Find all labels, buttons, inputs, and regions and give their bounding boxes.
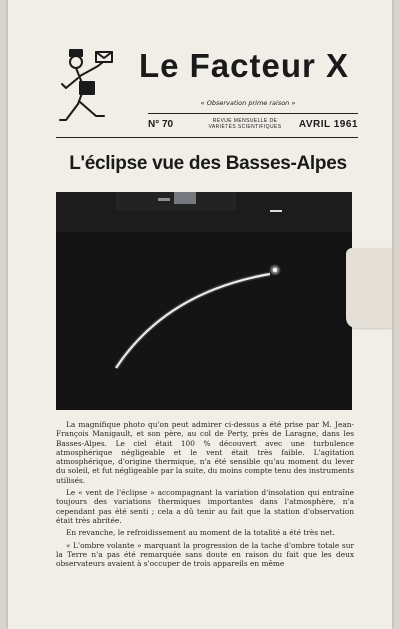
article-paragraph: En revanche, le refroidissement au moment de la totalité a été très net. [66, 528, 335, 538]
article-paragraph: La magnifique photo qu'on peut admirer ci-dessus a été prise par M. Jean-François Manigault, et son père, au col de Perty, près de Laragne, dans les Basses-Alpes. Le ciel était 100 % découvert avec une turbulence atmosphérique négligeable et le vent était très faible. L'agitation atmosphérique, d'origine thermique, n'a été sensible qu'au moment du lever du soleil, et fut négligeable par la suite, du moins compte tenu des instruments utilisés. [56, 420, 354, 485]
article-body [56, 420, 354, 571]
article-paragraph: Le « vent de l'éclipse » accompagnant la variation d'insolation qui entraîne toujours des variations thermiques importantes dans l'atmosphère, n'a cependant pas été senti ; cela a dû tenir au fait que la station d'observation était très abritée. [56, 488, 354, 525]
issue-date: AVRIL 1961 [298, 119, 358, 130]
page-sheet [8, 0, 392, 629]
issue-number: N° 70 [148, 119, 174, 130]
article-title: L'éclipse vue des Basses-Alpes [69, 153, 347, 174]
masthead-meta-row [148, 117, 358, 135]
masthead-title: Le Facteur X [138, 47, 350, 84]
masthead-rule-top [148, 113, 358, 114]
paper-sticker [346, 248, 392, 328]
article-paragraph: « L'ombre volante » marquant la progression de la tache d'ombre totale sur la Terre n'a pas été remarquée sans doute en raison du fait que les deux observateurs avaient à s'occuper de trois appareils en même [56, 540, 354, 569]
masthead-subtitle: REVUE MENSUELLE DE VARIÉTÉS SCIENTIFIQUES [208, 118, 282, 130]
postman-mascot-icon [56, 44, 126, 132]
masthead-motto: « Observation prime raison » [200, 99, 296, 107]
eclipse-photo [56, 192, 352, 410]
masthead-rule-bottom [56, 137, 358, 138]
